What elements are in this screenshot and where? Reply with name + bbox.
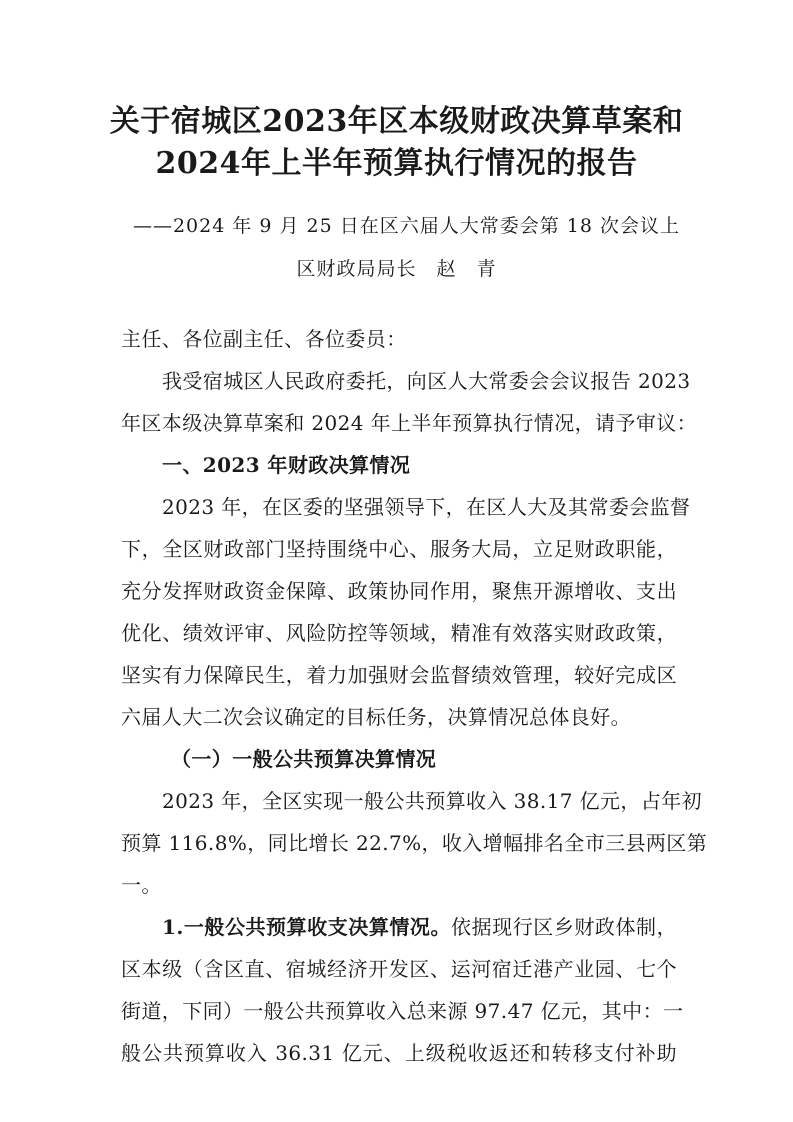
section-heading-2: （一）一般公共预算决算情况 (171, 747, 437, 771)
paragraph-line: 预算 116.8%，同比增长 22.7%，收入增幅排名全市三县两区第 (121, 831, 708, 855)
speaker-line: 区财政局局长 赵 青 (296, 258, 497, 280)
section-heading-1: 一、2023 年财政决算情况 (162, 453, 411, 477)
paragraph-text: 依据现行区乡财政体制， (451, 915, 677, 939)
paragraph-line: 下，全区财政部门坚持围绕中心、服务大局，立足财政职能， (121, 537, 677, 561)
subsection-heading: 1.一般公共预算收支决算情况。 (162, 915, 452, 939)
intro-line: 年区本级决算草案和 2024 年上半年预算执行情况，请予审议： (121, 411, 698, 435)
paragraph-line: 街道，下同）一般公共预算收入总来源 97.47 亿元，其中：一 (121, 999, 684, 1023)
paragraph-line: 优化、绩效评审、风险防控等领域，精准有效落实财政政策， (121, 621, 677, 645)
paragraph-line: 区本级（含区直、宿城经济开发区、运河宿迁港产业园、七个 (121, 957, 677, 981)
report-title-line-2: 2024年上半年预算执行情况的报告 (155, 146, 638, 181)
paragraph-line: 2023 年，全区实现一般公共预算收入 38.17 亿元，占年初 (162, 789, 703, 813)
paragraph-line: 般公共预算收入 36.31 亿元、上级税收返还和转移支付补助 (121, 1041, 677, 1065)
salutation: 主任、各位副主任、各位委员： (121, 327, 407, 351)
paragraph-line: 六届人大二次会议确定的目标任务，决算情况总体良好。 (121, 705, 631, 729)
paragraph-line (162, 914, 677, 940)
paragraph-line: 坚实有力保障民生，着力加强财会监督绩效管理，较好完成区 (121, 663, 677, 687)
meeting-subtitle: ——2024 年 9 月 25 日在区六届人大常委会第 18 次会议上 (132, 215, 681, 237)
intro-line: 我受宿城区人民政府委托，向区人大常委会会议报告 2023 (162, 369, 691, 393)
paragraph-line: 充分发挥财政资金保障、政策协同作用，聚焦开源增收、支出 (121, 579, 677, 603)
report-title-line-1: 关于宿城区2023年区本级财政决算草案和 (109, 104, 684, 139)
paragraph-line: 一。 (121, 873, 162, 897)
paragraph-line: 2023 年，在区委的坚强领导下，在区人大及其常委会监督 (162, 495, 691, 519)
